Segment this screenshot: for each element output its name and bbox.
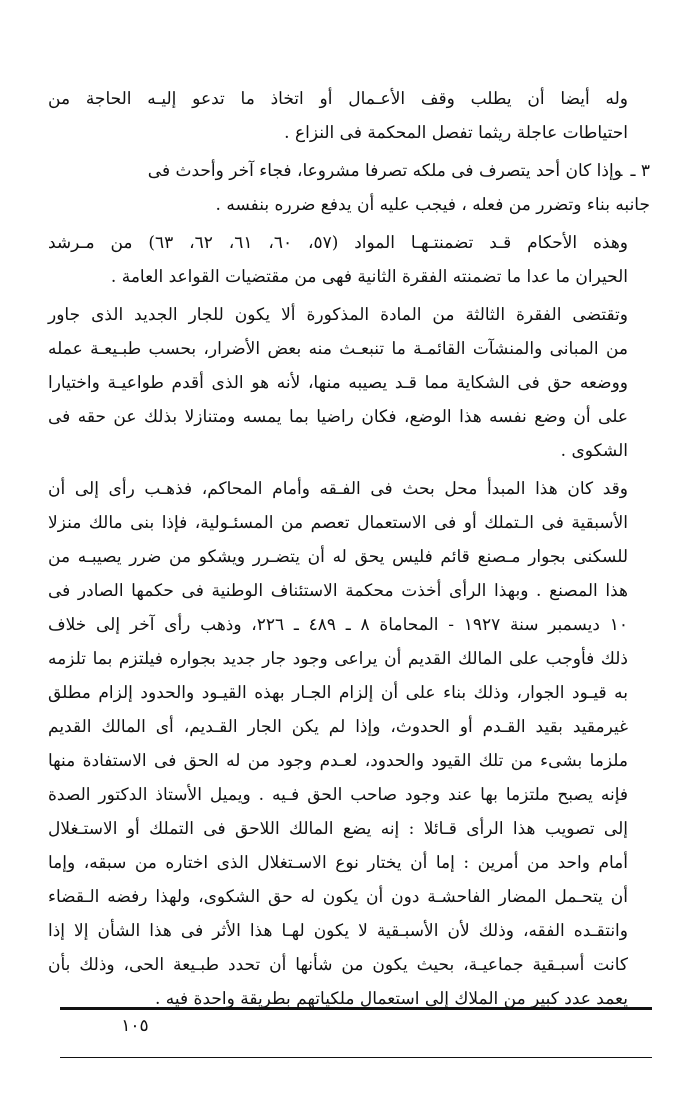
text-line: فإنه يصبح ملتزما بها عند وجود صاحب الحق فـيه . ويميل الأستاذ الدكتور الصدة xyxy=(48,785,628,805)
text-line: ملزما بشىء من تلك القيود والحدود، لعـدم وجود من له الحق فى الاستفادة منها xyxy=(48,751,628,771)
text-line: وقد كان هذا المبدأ محل بحث فى الفـقه وأمام المحاكم، فذهـب رأى إلى أن xyxy=(48,479,628,499)
text-line: وتقتضى الفقرة الثالثة من المادة المذكورة ألا يكون للجار الجديد الذى جاور xyxy=(48,305,628,325)
footer-rule-top xyxy=(60,1007,652,1010)
text-line: إلى تصويب هذا الرأى قـائلا : إنه يضع المالك اللاحق فى التملك أو الاستـغلال xyxy=(48,819,628,839)
text-line: ١٠ ديسمبر سنة ١٩٢٧ - المحاماة ٨ ـ ٤٨٩ ـ ٢٢٦، وذهب رأى آخر إلى خلاف xyxy=(48,615,628,635)
text-line: به قيـود الجوار، وذلك بناء على أن إلزام الجـار بهذه القيـود والحدود إلزام مطلق xyxy=(48,683,628,703)
text-line: على أن وضع نفسه هذا الوضع، فكان راضيا بما يمسه ومتنازلا بذلك عن حقه فى xyxy=(48,407,628,427)
text-line: وهذه الأحكام قـد تضمنتـهـا المواد (٥٧، ٦٠، ٦١، ٦٢، ٦٣) من مـرشد xyxy=(48,233,629,253)
page-number: ١٠٥ xyxy=(121,1016,149,1036)
paragraph xyxy=(48,226,650,294)
text-line: الحيران ما عدا ما تضمنته الفقرة الثانية فهى من مقتضيات القواعد العامة . xyxy=(110,267,628,287)
paragraph xyxy=(48,472,650,1016)
paragraph xyxy=(48,298,650,468)
text-line: جانبه بناء وتضرر من فعله ، فيجب عليه أن يدفع ضرره بنفسه . xyxy=(215,195,650,215)
text-line: وإذا كان أحد يتصرف فى ملكه تصرفا مشروعا، فجاء آخر وأحدث فى xyxy=(147,161,623,181)
text-line: الأسبقية فى الـتملك أو فى الاستعمال تعصم من المسئـولية، فإذا بنى مالك منزلا xyxy=(48,513,628,533)
text-line: الشكوى . xyxy=(560,441,628,461)
footer-rule-bottom xyxy=(60,1057,652,1058)
text-line: ووضعه حق فى الشكاية مما قـد يصيبه منها، لأنه هو الذى أقدم طواعيـة واختيارا xyxy=(48,373,628,393)
text-line: كانت أسبـقية جماعيـة، بحيث يكون من شأنها أن تحدد طبـيعة الحى، وذلك بأن xyxy=(48,955,628,975)
text-line: يعمد عدد كبير من الملاك إلى استعمال ملكياتهم بطريقة واحدة فيه . xyxy=(154,989,628,1009)
paragraph xyxy=(48,154,650,222)
text-line: احتياطات عاجلة ريثما تفصل المحكمة فى النزاع . xyxy=(284,123,628,143)
text-line: ذلك فأوجب على المالك القديم أن يراعى وجود جار جديد بجواره فيلتزم بما تلزمه xyxy=(48,649,628,669)
paragraph xyxy=(48,82,650,150)
text-line: من المبانى والمنشآت القائمـة ما تنبعـث منه بعض الأضرار، بحسب طبـيعـة عمله xyxy=(48,339,628,359)
text-line: وانتقـده الفقه، وذلك لأن الأسبـقية لا يكون لهـا هذا الأثر فى هذا الشأن إلا إذا xyxy=(48,921,628,941)
text-line: وله أيضا أن يطلب وقف الأعـمال أو اتخاذ ما تدعو إليـه الحاجة من xyxy=(48,89,628,109)
paragraph-number: ٣ ـ xyxy=(630,161,650,181)
text-line: غيرمقيد بقيد القـدم أو الحدوث، وإذا لم يكن الجار القـديم، أى المالك القديم xyxy=(48,717,628,737)
text-line: أن يتحـمل المضار الفاحشـة دون أن يكون له حق الشكوى، ولهذا رفضه الـقضاء xyxy=(48,887,628,907)
text-line: هذا المصنع . وبهذا الرأى أخذت محكمة الاستئناف الوطنية فى حكمها الصادر فى xyxy=(48,581,628,601)
body-text xyxy=(48,82,650,1020)
text-line: للسكنى بجوار مـصنع قائم فليس يحق له أن يتضـرر ويشكو من ضرر يصيبـه من xyxy=(48,547,628,567)
text-line: أمام واحد من أمرين : إما أن يختار نوع الاسـتغلال الذى اختاره من سبقه، وإما xyxy=(48,853,628,873)
